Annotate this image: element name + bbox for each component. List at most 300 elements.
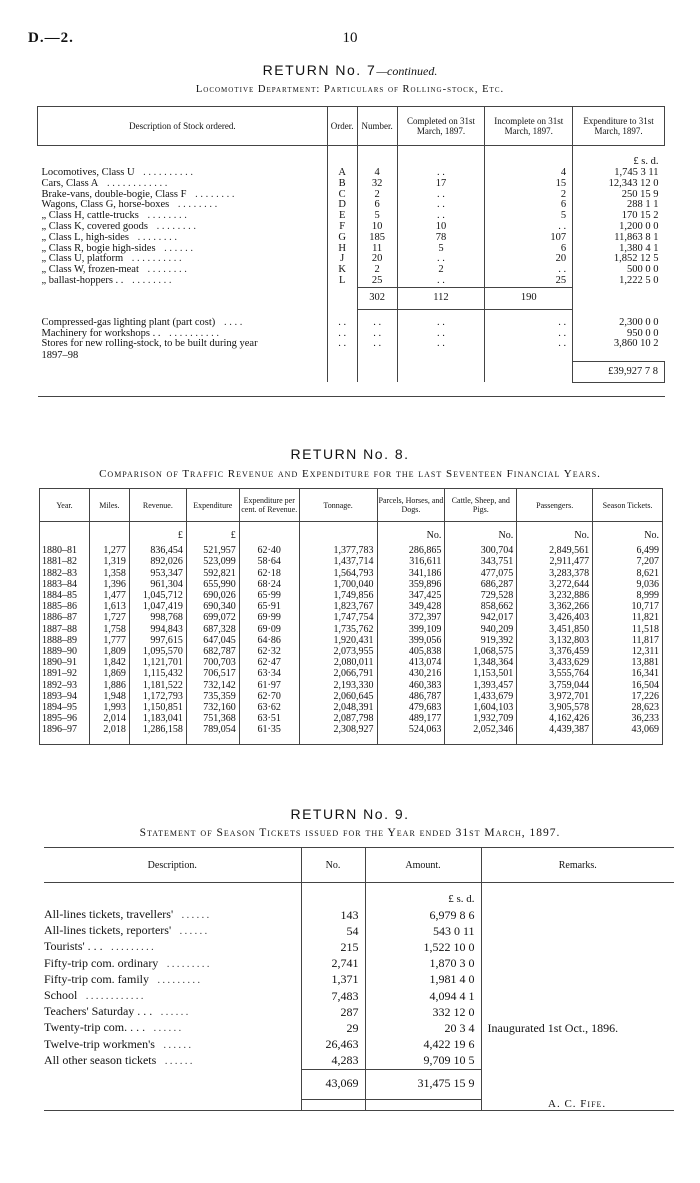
data-cell: 3,272,644	[517, 579, 593, 590]
description-cell	[44, 1053, 301, 1069]
leader-dots: . . . . . . . .	[144, 210, 187, 222]
column-header: Tonnage.	[299, 489, 377, 522]
data-cell: 1880–81	[40, 545, 90, 556]
completed-cell: 17	[397, 179, 485, 190]
data-cell: 12,311	[593, 646, 663, 657]
leader-dots: . . . . . . . . . .	[166, 327, 219, 339]
data-cell: 2,014	[89, 713, 129, 724]
column-header: Miles.	[89, 489, 129, 522]
completed-cell: . .	[397, 190, 485, 201]
data-cell: 2,087,798	[299, 713, 377, 724]
table-row	[38, 265, 665, 276]
amount-cell: 543 0 11	[365, 923, 481, 939]
data-cell: 1,393,457	[445, 680, 517, 691]
table-cell	[327, 361, 357, 382]
column-header: Expenditure per cent. of Revenue.	[239, 489, 299, 522]
season-tickets-table	[44, 847, 674, 1111]
order-cell: L	[327, 276, 357, 287]
table-cell	[481, 883, 674, 908]
data-cell: 1,115,432	[129, 668, 186, 679]
leader-dots: . . . . . . . .	[192, 188, 235, 200]
order-cell: D	[327, 200, 357, 211]
bottom-rule	[573, 382, 665, 397]
order-cell: C	[327, 190, 357, 201]
table-cell	[357, 361, 397, 382]
table-row	[44, 988, 674, 1004]
return-9-title: RETURN No. 9.	[290, 806, 410, 822]
table-row	[38, 350, 665, 361]
data-cell: 690,340	[186, 601, 239, 612]
data-cell: 4,439,387	[517, 724, 593, 735]
data-cell: 1,613	[89, 601, 129, 612]
data-cell: 789,054	[186, 724, 239, 735]
table-cell	[40, 522, 90, 531]
description-text: 1897–98	[41, 349, 79, 361]
table-cell	[89, 522, 129, 531]
completed-cell: . .	[397, 200, 485, 211]
description-cell	[44, 972, 301, 988]
return-9-subtitle: Statement of Season Tickets issued for the Year ended 31st March, 1897.	[139, 827, 561, 839]
data-cell: 2,060,645	[299, 691, 377, 702]
table-row	[40, 713, 663, 724]
description-text: Compressed-gas lighting plant (part cost)	[41, 316, 216, 328]
data-cell: 477,075	[445, 568, 517, 579]
data-cell: 1,758	[89, 624, 129, 635]
column-header: Incomplete on 31st March, 1897.	[485, 107, 573, 146]
data-cell: 1,735,762	[299, 624, 377, 635]
currency-header: £ s. d.	[573, 146, 665, 169]
currency-header: £ s. d.	[365, 883, 481, 908]
data-cell: 1891–92	[40, 668, 90, 679]
completed-cell: 2	[397, 265, 485, 276]
column-header: Passengers.	[517, 489, 593, 522]
remarks-cell: Inaugurated 1st Oct., 1896.	[481, 1020, 674, 1036]
data-cell: 1,277	[89, 545, 129, 556]
unit-cell: No.	[593, 530, 663, 541]
data-cell: 1,747,754	[299, 612, 377, 623]
remarks-cell	[481, 1037, 674, 1053]
bottom-rule	[327, 382, 357, 397]
data-cell: 994,843	[129, 624, 186, 635]
table-cell	[481, 1069, 674, 1099]
leader-dots: . . . . . .	[162, 1055, 193, 1067]
data-cell: 4,162,426	[517, 713, 593, 724]
incomplete-cell: . .	[485, 318, 573, 329]
leader-dots: . . . . . . . . .	[164, 958, 210, 970]
data-cell: 687,328	[186, 624, 239, 635]
incomplete-cell: . .	[485, 329, 573, 340]
data-cell: 69·99	[239, 612, 299, 623]
column-header: Expenditure to 31st March, 1897.	[573, 107, 665, 146]
data-cell: 3,376,459	[517, 646, 593, 657]
data-cell: 1886–87	[40, 612, 90, 623]
description-text: „ Class L, high-sides	[41, 231, 129, 243]
totals-row	[44, 1069, 674, 1099]
table-row	[40, 601, 663, 612]
table-cell	[40, 736, 90, 745]
number-cell	[357, 350, 397, 361]
return-7-subtitle: Locomotive Department: Particulars of Rolling-stock, Etc.	[195, 84, 505, 95]
data-cell: 347,425	[377, 590, 445, 601]
remarks-cell	[481, 923, 674, 939]
remarks-cell	[481, 988, 674, 1004]
data-cell: 682,787	[186, 646, 239, 657]
expenditure-cell: 170 15 2	[573, 211, 665, 222]
data-cell: 1883–84	[40, 579, 90, 590]
table-cell	[397, 146, 485, 169]
data-cell: 3,972,701	[517, 691, 593, 702]
return-7-title: RETURN No. 7—continued.	[262, 62, 438, 78]
data-cell: 3,232,886	[517, 590, 593, 601]
table-cell	[129, 522, 186, 531]
no-cell: 143	[301, 907, 365, 923]
data-cell: 1896–97	[40, 724, 90, 735]
table-row	[40, 680, 663, 691]
leader-dots: . . . . . . . .	[153, 220, 196, 232]
data-cell: 372,397	[377, 612, 445, 623]
total-completed: 112	[397, 287, 485, 309]
table-row	[44, 939, 674, 955]
data-cell: 523,099	[186, 556, 239, 567]
expenditure-cell: 950 0 0	[573, 329, 665, 340]
no-cell: 215	[301, 939, 365, 955]
data-cell: 1,286,158	[129, 724, 186, 735]
description-text: „ Class H, cattle-trucks	[41, 210, 139, 222]
description-cell	[44, 923, 301, 939]
description-cell	[44, 988, 301, 1004]
table-cell	[357, 146, 397, 169]
data-cell: 1,604,103	[445, 702, 517, 713]
data-cell: 1,700,040	[299, 579, 377, 590]
data-cell: 7,207	[593, 556, 663, 567]
data-cell: 858,662	[445, 601, 517, 612]
table-cell	[239, 736, 299, 745]
table-cell	[327, 146, 357, 169]
data-cell: 751,368	[186, 713, 239, 724]
completed-cell: . .	[397, 168, 485, 179]
table-row	[40, 724, 663, 735]
data-cell: 1882–83	[40, 568, 90, 579]
expenditure-cell: 3,860 10 2	[573, 339, 665, 350]
leader-dots: . . . . . . . .	[175, 199, 218, 211]
leader-dots: . . . . . . . .	[144, 264, 187, 276]
data-cell: 1893–94	[40, 691, 90, 702]
data-cell: 405,838	[377, 646, 445, 657]
amount-cell: 4,422 19 6	[365, 1037, 481, 1053]
data-cell: 997,615	[129, 635, 186, 646]
description-text: Fifty-trip com. family	[44, 971, 149, 986]
unit-cell: £	[186, 530, 239, 541]
column-header: No.	[301, 848, 365, 883]
total-incomplete: 190	[485, 287, 573, 309]
data-cell: 10,717	[593, 601, 663, 612]
table-cell	[377, 522, 445, 531]
number-cell: 2	[357, 265, 397, 276]
data-cell: 729,528	[445, 590, 517, 601]
data-cell: 11,821	[593, 612, 663, 623]
data-cell: 316,611	[377, 556, 445, 567]
data-cell: 1,932,709	[445, 713, 517, 724]
expenditure-cell	[573, 350, 665, 361]
table-row	[40, 579, 663, 590]
data-cell: 1888–89	[40, 635, 90, 646]
data-cell: 2,018	[89, 724, 129, 735]
table-row	[40, 545, 663, 556]
incomplete-cell: 20	[485, 254, 573, 265]
grand-total-row	[38, 361, 665, 382]
expenditure-cell: 250 15 9	[573, 190, 665, 201]
incomplete-cell: 6	[485, 200, 573, 211]
description-text: Brake-vans, double-bogie, Class F	[41, 188, 187, 200]
description-text: „ Class R, bogie high-sides	[41, 242, 156, 254]
leader-dots: . . . . . . . . . .	[129, 253, 182, 265]
remarks-cell	[481, 939, 674, 955]
no-cell: 26,463	[301, 1037, 365, 1053]
expenditure-cell: 12,343 12 0	[573, 179, 665, 190]
column-header: Description of Stock ordered.	[38, 107, 328, 146]
data-cell: 9,036	[593, 579, 663, 590]
data-cell: 3,362,266	[517, 601, 593, 612]
column-header: Parcels, Horses, and Dogs.	[377, 489, 445, 522]
table-row	[40, 702, 663, 713]
data-cell: 655,990	[186, 579, 239, 590]
data-cell: 521,957	[186, 545, 239, 556]
description-text: Machinery for workshops . .	[41, 327, 161, 339]
data-cell: 341,186	[377, 568, 445, 579]
table-cell	[239, 522, 299, 531]
data-cell: 686,287	[445, 579, 517, 590]
table-cell	[573, 287, 665, 309]
table-cell	[327, 287, 357, 309]
description-text: Cars, Class A	[41, 177, 99, 189]
data-cell: 1,433,679	[445, 691, 517, 702]
leader-dots: . . . .	[221, 316, 243, 328]
data-cell: 942,017	[445, 612, 517, 623]
leader-dots: . . . . . . . . .	[154, 974, 200, 986]
number-cell: 185	[357, 233, 397, 244]
total-no: 43,069	[301, 1069, 365, 1099]
expenditure-cell: 1,222 5 0	[573, 276, 665, 287]
expenditure-cell: 1,745 3 11	[573, 168, 665, 179]
description-text: „ Class U, platform	[41, 253, 124, 265]
no-cell: 4,283	[301, 1053, 365, 1069]
data-cell: 1,377,783	[299, 545, 377, 556]
remarks-cell	[481, 1053, 674, 1069]
description-text: Fifty-trip com. ordinary	[44, 955, 159, 970]
data-cell: 1,727	[89, 612, 129, 623]
data-cell: 592,821	[186, 568, 239, 579]
description-cell	[44, 1004, 301, 1020]
data-cell: 8,999	[593, 590, 663, 601]
table-row	[40, 624, 663, 635]
number-cell: 11	[357, 244, 397, 255]
data-cell: 1884–85	[40, 590, 90, 601]
amount-cell: 20 3 4	[365, 1020, 481, 1036]
table-cell	[593, 736, 663, 745]
data-cell: 961,304	[129, 579, 186, 590]
completed-cell: . .	[397, 211, 485, 222]
remarks-cell	[481, 907, 674, 923]
column-header: Cattle, Sheep, and Pigs.	[445, 489, 517, 522]
table-row	[40, 568, 663, 579]
data-cell: 1,153,501	[445, 668, 517, 679]
data-cell: 1,809	[89, 646, 129, 657]
data-cell: 1,948	[89, 691, 129, 702]
data-cell: 16,341	[593, 668, 663, 679]
incomplete-cell: 25	[485, 276, 573, 287]
grand-total: £39,927 7 8	[573, 361, 665, 382]
table-row	[44, 907, 674, 923]
amount-cell: 1,522 10 0	[365, 939, 481, 955]
unit-cell	[299, 530, 377, 541]
order-cell: K	[327, 265, 357, 276]
column-header: Completed on 31st March, 1897.	[397, 107, 485, 146]
incomplete-cell: . .	[485, 339, 573, 350]
data-cell: 1,047,419	[129, 601, 186, 612]
column-header: Revenue.	[129, 489, 186, 522]
no-cell: 287	[301, 1004, 365, 1020]
data-cell: 1,396	[89, 579, 129, 590]
data-cell: 36,233	[593, 713, 663, 724]
expenditure-cell: 500 0 0	[573, 265, 665, 276]
total-number: 302	[357, 287, 397, 309]
table-cell	[44, 883, 301, 908]
data-cell: 343,751	[445, 556, 517, 567]
data-cell: 16,504	[593, 680, 663, 691]
table-row	[40, 556, 663, 567]
data-cell: 1,095,570	[129, 646, 186, 657]
order-cell: B	[327, 179, 357, 190]
data-cell: 3,132,803	[517, 635, 593, 646]
data-cell: 69·09	[239, 624, 299, 635]
data-cell: 65·99	[239, 590, 299, 601]
data-cell: 2,849,561	[517, 545, 593, 556]
data-cell: 1890–91	[40, 657, 90, 668]
table-cell	[445, 522, 517, 531]
data-cell: 647,045	[186, 635, 239, 646]
data-cell: 1,920,431	[299, 635, 377, 646]
table-cell	[186, 736, 239, 745]
data-cell: 919,392	[445, 635, 517, 646]
unit-cell	[89, 530, 129, 541]
bottom-rule	[44, 1099, 301, 1110]
data-cell: 3,905,578	[517, 702, 593, 713]
completed-cell: 78	[397, 233, 485, 244]
data-cell: 413,074	[377, 657, 445, 668]
data-cell: 1892–93	[40, 680, 90, 691]
incomplete-cell: 6	[485, 244, 573, 255]
data-cell: 3,759,044	[517, 680, 593, 691]
expenditure-cell: 1,200 0 0	[573, 222, 665, 233]
total-amount: 31,475 15 9	[365, 1069, 481, 1099]
data-cell: 1881–82	[40, 556, 90, 567]
description-text: Wagons, Class G, horse-boxes	[41, 199, 170, 211]
data-cell: 3,451,850	[517, 624, 593, 635]
table-cell	[377, 736, 445, 745]
amount-cell: 332 12 0	[365, 1004, 481, 1020]
table-row	[44, 1020, 674, 1036]
table-cell	[517, 736, 593, 745]
no-cell: 54	[301, 923, 365, 939]
data-cell: 359,896	[377, 579, 445, 590]
leader-dots: . . . . . .	[158, 1007, 189, 1019]
data-cell: 6,499	[593, 545, 663, 556]
number-cell: 25	[357, 276, 397, 287]
expenditure-cell: 1,852 12 5	[573, 254, 665, 265]
table-row	[40, 691, 663, 702]
table-cell	[485, 361, 573, 382]
description-cell	[44, 1020, 301, 1036]
table-row	[40, 657, 663, 668]
table-row	[44, 923, 674, 939]
table-cell	[301, 883, 365, 908]
table-row	[40, 668, 663, 679]
amount-cell: 1,981 4 0	[365, 972, 481, 988]
return-8-subtitle: Comparison of Traffic Revenue and Expenditure for the last Seventeen Financial Years.	[99, 468, 601, 480]
page-number: 10	[342, 30, 358, 46]
no-cell: 2,741	[301, 956, 365, 972]
bottom-rule	[397, 382, 485, 397]
completed-cell: . .	[397, 318, 485, 329]
data-cell: 2,066,791	[299, 668, 377, 679]
table-cell	[299, 522, 377, 531]
signature: A. C. Fife.	[548, 1098, 607, 1110]
data-cell: 1894–95	[40, 702, 90, 713]
table-row	[38, 339, 665, 350]
data-cell: 63·51	[239, 713, 299, 724]
data-cell: 1,121,701	[129, 657, 186, 668]
data-cell: 62·32	[239, 646, 299, 657]
data-cell: 63·34	[239, 668, 299, 679]
column-header: Order.	[327, 107, 357, 146]
completed-cell: . .	[397, 339, 485, 350]
table-cell	[44, 1069, 301, 1099]
incomplete-cell: . .	[485, 265, 573, 276]
data-cell: 63·62	[239, 702, 299, 713]
number-cell: 10	[357, 222, 397, 233]
table-row	[44, 1004, 674, 1020]
data-cell: 2,911,477	[517, 556, 593, 567]
totals-row	[38, 287, 665, 309]
completed-cell: . .	[397, 276, 485, 287]
column-header: Season Tickets.	[593, 489, 663, 522]
no-cell: 7,483	[301, 988, 365, 1004]
data-cell: 430,216	[377, 668, 445, 679]
remarks-cell	[481, 1004, 674, 1020]
data-cell: 940,209	[445, 624, 517, 635]
amount-cell: 1,870 3 0	[365, 956, 481, 972]
data-cell: 1,068,575	[445, 646, 517, 657]
data-cell: 300,704	[445, 545, 517, 556]
table-row	[40, 590, 663, 601]
expenditure-cell: 2,300 0 0	[573, 318, 665, 329]
unit-cell	[40, 530, 90, 541]
data-cell: 690,026	[186, 590, 239, 601]
data-cell: 836,454	[129, 545, 186, 556]
description-text: All other season tickets	[44, 1052, 157, 1067]
table-row	[44, 1053, 674, 1069]
leader-dots: . . . . . . . .	[129, 275, 172, 287]
data-cell: 11,518	[593, 624, 663, 635]
completed-cell: 5	[397, 244, 485, 255]
data-cell: 1,358	[89, 568, 129, 579]
data-cell: 64·86	[239, 635, 299, 646]
data-cell: 1,437,714	[299, 556, 377, 567]
bottom-rule	[301, 1099, 365, 1110]
number-cell: 6	[357, 200, 397, 211]
leader-dots: . . . . . . . . . . . .	[104, 177, 168, 189]
column-header: Year.	[40, 489, 90, 522]
